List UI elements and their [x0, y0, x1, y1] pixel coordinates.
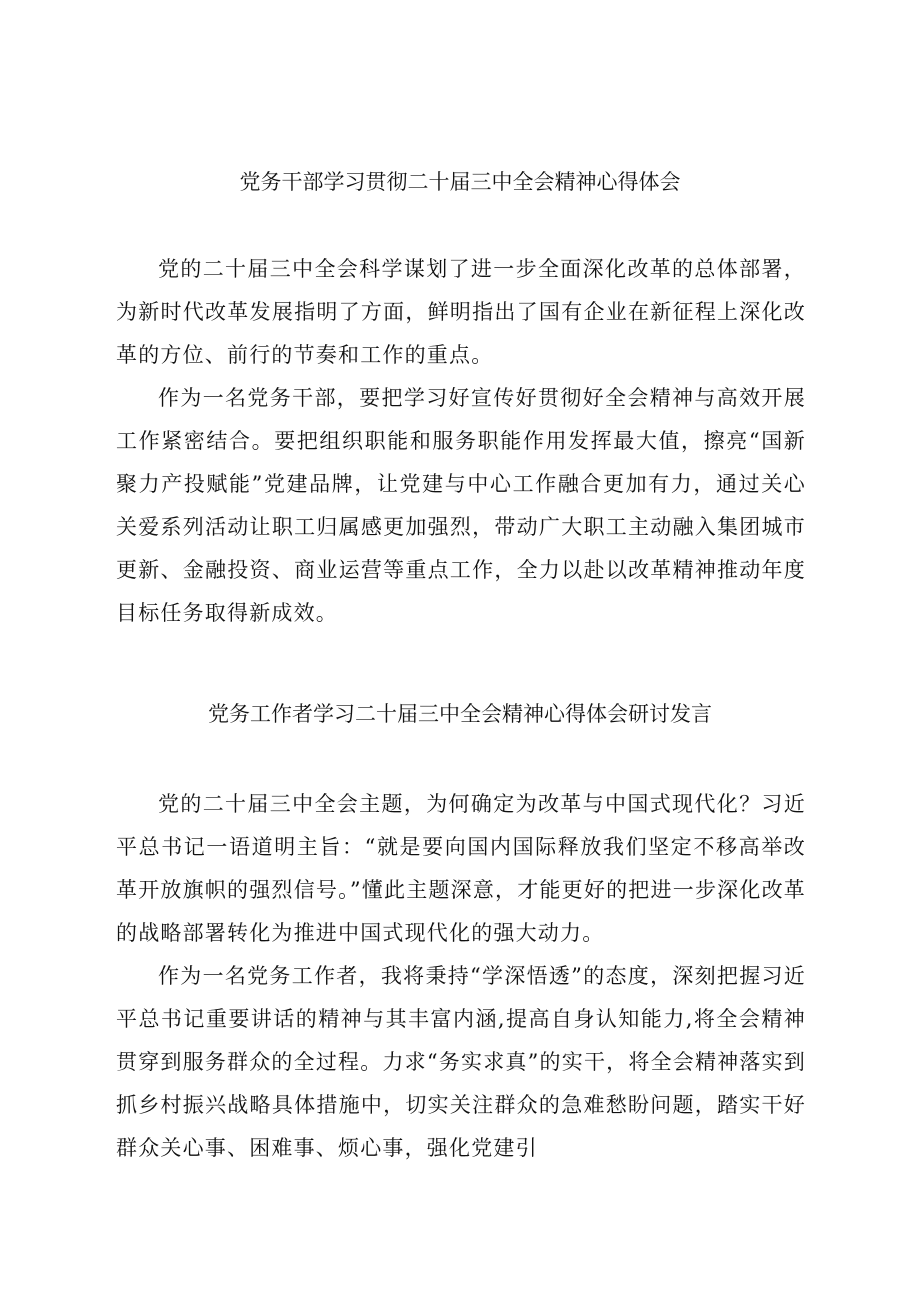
article-2-paragraph-2: 作为一名党务工作者，我将秉持“学深悟透”的态度，深刻把握习近平总书记重要讲话的精神与其丰富内涵,提高自身认知能力,将全会精神贯穿到服务群众的全过程。力求“务实求真”的实干，将全会精神落实到抓乡村振兴战略具体措施中，切实关注群众的急难愁盼问题，踏实干好群众关心事、困难事、烦心事，强化党建引 — [116, 964, 806, 1160]
article-2-title: 党务工作者学习二十届三中全会精神心得体会研讨发言 — [208, 702, 712, 726]
article-1-paragraph-2: 作为一名党务干部，要把学习好宣传好贯彻好全会精神与高效开展工作紧密结合。要把组织职能和服务职能作用发挥最大值，擦亮“国新聚力产投赋能”党建品牌，让党建与中心工作融合更加有力，通过关心关爱系列活动让职工归属感更加强烈，带动广大职工主动融入集团城市更新、金融投资、商业运营等重点工作，全力以赴以改革精神推动年度目标任务取得新成效。 — [116, 386, 806, 625]
article-1-paragraph-1: 党的二十届三中全会科学谋划了进一步全面深化改革的总体部署，为新时代改革发展指明了方面，鲜明指出了国有企业在新征程上深化改革的方位、前行的节奏和工作的重点。 — [116, 257, 806, 367]
article-1-title: 党务干部学习贯彻二十届三中全会精神心得体会 — [239, 170, 681, 194]
article-2-paragraph-1: 党的二十届三中全会主题，为何确定为改革与中国式现代化？习近平总书记一语道明主旨：“就是要向国内国际释放我们坚定不移高举改革开放旗帜的强烈信号。”懂此主题深意，才能更好的把进一步深化改革的战略部署转化为推进中国式现代化的强大动力。 — [116, 792, 806, 945]
